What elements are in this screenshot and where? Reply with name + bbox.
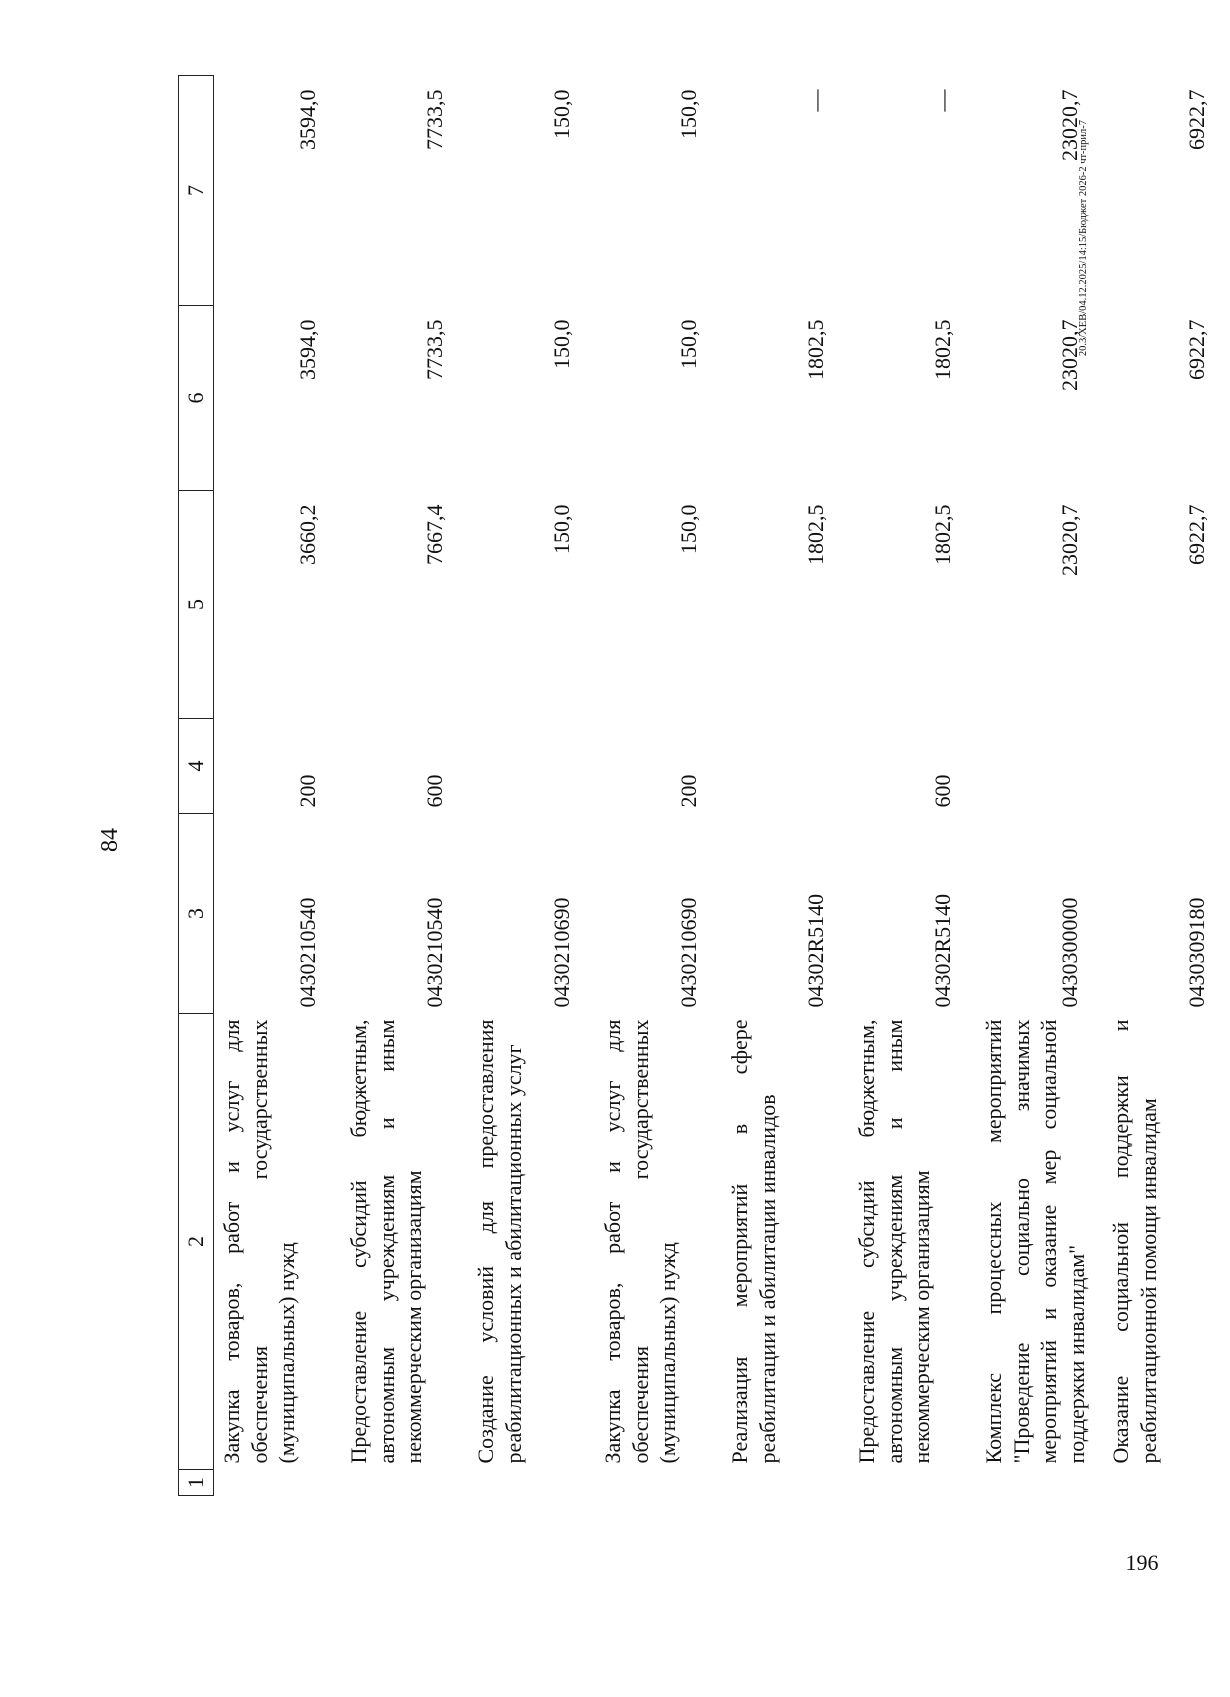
row-value-6: 1802,5	[929, 319, 955, 380]
table-row	[849, 76, 976, 1496]
row-index	[976, 1470, 1103, 1496]
row-code: 0430210690	[548, 897, 574, 1008]
row-type	[468, 719, 595, 814]
row-value-7: 150,0	[548, 89, 574, 139]
row-value-7: 3594,0	[294, 89, 320, 150]
row-name: Реализация мероприятий в сфере реабилитации и абилитации инвалидов	[727, 1019, 780, 1464]
row-name: Закупка товаров, работ и услуг для обеспечения государственных (муниципальных) нужд	[219, 1019, 299, 1464]
row-value-7: —	[929, 89, 955, 112]
table-row	[722, 76, 849, 1496]
row-type	[722, 719, 849, 814]
row-type: 600	[929, 774, 955, 808]
header-col-1: 1	[179, 1470, 214, 1496]
row-name: Создание условий для предоставления реабилитационных и абилитационных услуг	[473, 1019, 526, 1464]
row-name: Комплекс процессных мероприятий "Проведение социально значимых мероприятий и оказание мер социальной поддержки инвалидам"	[981, 1019, 1089, 1464]
header-col-5: 5	[179, 491, 214, 719]
row-type: 200	[294, 774, 320, 808]
budget-table	[178, 75, 1230, 1496]
row-value-5: 7667,4	[421, 504, 447, 565]
row-value-6: 3594,0	[294, 319, 320, 380]
table-row	[595, 76, 722, 1496]
row-value-6: 1802,5	[802, 319, 828, 380]
row-code: 0430300000	[1056, 897, 1082, 1008]
row-index	[214, 1470, 342, 1496]
row-value-7: 6922,7	[1183, 89, 1209, 150]
scan-number: 196	[1125, 1550, 1159, 1575]
row-type: 200	[675, 774, 701, 808]
table-row	[1103, 76, 1230, 1496]
row-value-5: 23020,7	[1056, 504, 1082, 576]
row-name: Предоставление субсидий бюджетным, автономным учреждениям и иным некоммерческим организациям	[854, 1019, 934, 1464]
table-row	[341, 76, 468, 1496]
row-code: 0430210540	[294, 897, 320, 1008]
row-value-5: 150,0	[675, 504, 701, 554]
row-value-5: 1802,5	[802, 504, 828, 565]
header-col-2: 2	[179, 1014, 214, 1470]
row-index	[341, 1470, 468, 1496]
row-value-7: 150,0	[675, 89, 701, 139]
row-value-6: 150,0	[675, 319, 701, 369]
row-value-6: 7733,5	[421, 319, 447, 380]
row-index	[849, 1470, 976, 1496]
row-value-5: 3660,2	[294, 504, 320, 565]
row-code: 04302R5140	[929, 893, 955, 1008]
header-col-4: 4	[179, 719, 214, 814]
row-value-6: 6922,7	[1183, 319, 1209, 380]
row-code: 04302R5140	[802, 893, 828, 1008]
row-name: Оказание социальной поддержки и реабилитационной помощи инвалидам	[1108, 1019, 1161, 1464]
row-value-7: —	[802, 89, 828, 112]
page-number: 84	[97, 828, 123, 852]
row-value-6: 150,0	[548, 319, 574, 369]
row-index	[1103, 1470, 1230, 1496]
row-value-7: 23020,7	[1056, 89, 1082, 161]
row-type	[1103, 719, 1230, 814]
footer-code-text: 20.3/XEB/04.12.2025/14:15/Бюджет 2026-2 чт-прил-7	[1078, 119, 1089, 357]
row-type: 600	[421, 774, 447, 808]
table-row	[214, 76, 342, 1496]
row-value-5: 150,0	[548, 504, 574, 554]
row-type	[976, 719, 1103, 814]
header-col-7: 7	[179, 76, 214, 306]
row-value-5: 1802,5	[929, 504, 955, 565]
row-name: Закупка товаров, работ и услуг для обеспечения государственных (муниципальных) нужд	[600, 1019, 680, 1464]
header-col-6: 6	[179, 306, 214, 491]
table-header-row	[179, 76, 214, 1496]
table-row	[468, 76, 595, 1496]
row-value-7: 7733,5	[421, 89, 447, 150]
row-value-5: 6922,7	[1183, 504, 1209, 565]
row-code: 0430210540	[421, 897, 447, 1008]
row-index	[722, 1470, 849, 1496]
row-value-6: 23020,7	[1056, 319, 1082, 391]
row-code: 0430210690	[675, 897, 701, 1008]
row-index	[595, 1470, 722, 1496]
table-row	[976, 76, 1103, 1496]
row-index	[468, 1470, 595, 1496]
row-code: 0430309180	[1183, 897, 1209, 1008]
header-col-3: 3	[179, 814, 214, 1014]
row-name: Предоставление субсидий бюджетным, автономным учреждениям и иным некоммерческим организациям	[346, 1019, 426, 1464]
